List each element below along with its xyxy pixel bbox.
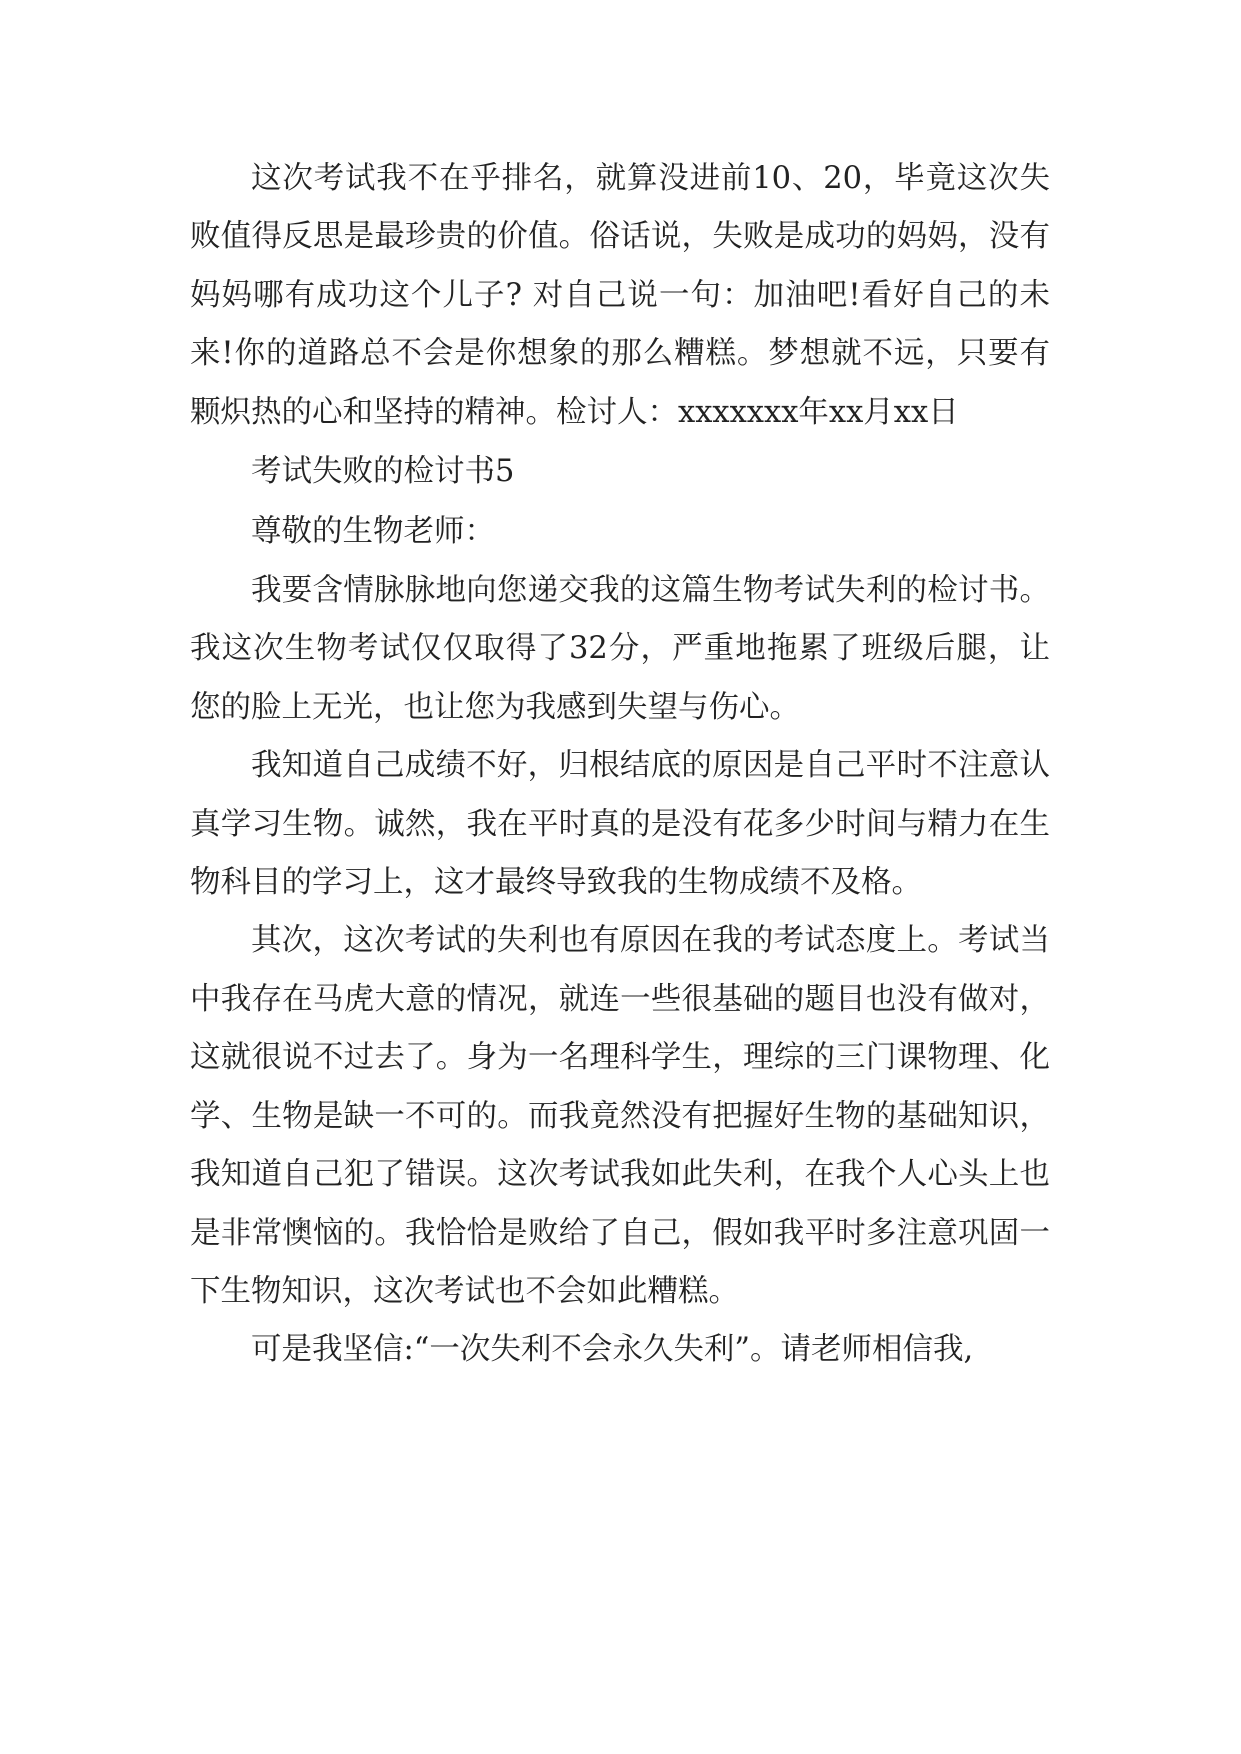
paragraph-reflection-closing: 这次考试我不在乎排名，就算没进前10、20，毕竟这次失败值得反思是最珍贵的价值。俗话说，失败是成功的妈妈，没有妈妈哪有成功这个儿子? 对自己说一句：加油吧!看好自己的未来!你的道路总不会是你想象的那么糟糕。梦想就不远，只要有颗炽热的心和坚持的精神。检讨人：xxxxxxx年xx月xx日 — [190, 161, 1050, 430]
section-title: 考试失败的检讨书5 — [251, 454, 515, 490]
paragraph-reason-attitude: 其次，这次考试的失利也有原因在我的考试态度上。考试当中我存在马虎大意的情况，就连一些很基础的题目也没有做对，这就很说不过去了。身为一名理科学生，理综的三门课物理、化学、生物是缺一不可的。而我竟然没有把握好生物的基础知识，我知道自己犯了错误。这次考试我如此失利，在我个人心头上也是非常懊恼的。我恰恰是败给了自己，假如我平时多注意巩固一下生物知识，这次考试也不会如此糟糕。 — [190, 923, 1050, 1309]
salutation: 尊敬的生物老师： — [251, 514, 495, 550]
paragraph-promise: 可是我坚信:“一次失利不会永久失利”。请老师相信我, — [251, 1332, 974, 1368]
document-page — [190, 150, 1050, 1380]
paragraph-reason-study: 我知道自己成绩不好，归根结底的原因是自己平时不注意认真学习生物。诚然，我在平时真的是没有花多少时间与精力在生物科目的学习上，这才最终导致我的生物成绩不及格。 — [190, 748, 1050, 901]
paragraph-intro: 我要含情脉脉地向您递交我的这篇生物考试失利的检讨书。我这次生物考试仅仅取得了32分，严重地拖累了班级后腿，让您的脸上无光，也让您为我感到失望与伤心。 — [190, 573, 1050, 725]
